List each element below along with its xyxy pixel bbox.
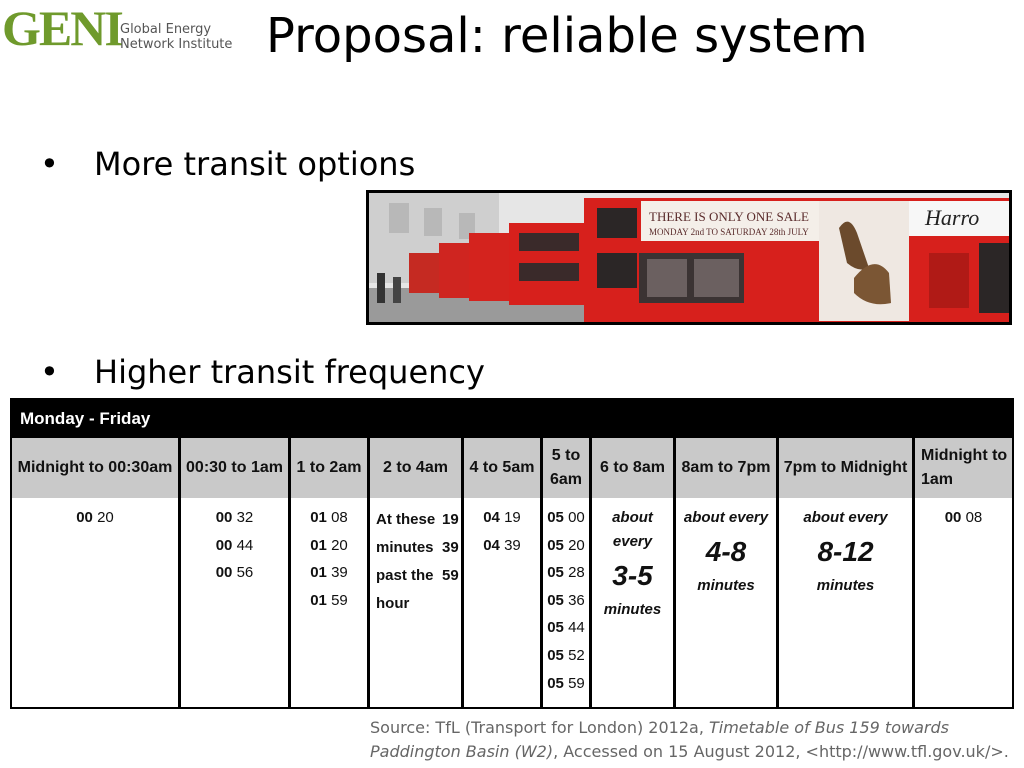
frequency-7pm-to-midnight <box>779 506 912 598</box>
times-4-to-5am <box>464 504 540 559</box>
frequency-range: 4-8 <box>705 536 747 567</box>
column-header: 6 to 8am <box>592 438 673 498</box>
departure-time: 01 59 <box>310 591 348 609</box>
frequency-prefix: about every <box>612 509 653 550</box>
minute-past-hour: 59 <box>442 567 459 584</box>
note-line: minutes <box>376 539 434 556</box>
frequency-unit: minutes <box>697 577 755 594</box>
minute-past-hour: 39 <box>442 539 459 556</box>
frequency-prefix: about every <box>683 509 769 526</box>
departure-time: 05 28 <box>547 564 585 582</box>
source-prefix: Source: TfL (Transport for London) 2012a, <box>370 718 709 737</box>
departure-time: 04 19 <box>483 509 521 526</box>
source-suffix: , Accessed on 15 August 2012, <http://www.tfl.gov.uk/>. <box>553 742 1009 761</box>
banner-line1: THERE IS ONLY ONE SALE <box>649 209 809 224</box>
times-0030-to-1am <box>181 504 288 587</box>
source-citation <box>370 716 1020 764</box>
departure-time: 00 20 <box>76 509 114 526</box>
bus-photo <box>366 190 1012 325</box>
bullet-text: More transit options <box>94 145 416 183</box>
timetable-day-header: Monday - Friday <box>12 400 1012 438</box>
column-header: 4 to 5am <box>464 438 540 498</box>
times-5-to-6am <box>543 504 589 697</box>
bus-timetable <box>10 398 1014 709</box>
times-midnight-to-0030 <box>12 504 178 532</box>
geni-logo <box>2 2 242 56</box>
column-header: 7pm to Midnight <box>779 438 912 498</box>
departure-time: 00 44 <box>215 536 254 554</box>
brand-text: Harro <box>925 205 980 230</box>
source-title: Timetable of Bus 159 towards Paddington Basin (W2) <box>370 718 949 761</box>
frequency-unit: minutes <box>603 601 662 618</box>
frequency-range: 8-12 <box>817 536 874 567</box>
logo-subtitle <box>120 22 232 52</box>
departure-time: 05 44 <box>547 619 585 637</box>
minute-past-hour: 19 <box>442 511 459 528</box>
column-divider <box>912 438 915 707</box>
frequency-range: 3-5 <box>612 560 653 591</box>
bus-photo-illustration <box>369 193 1009 322</box>
frequency-6-to-8am <box>592 506 673 622</box>
departure-time: 00 08 <box>944 509 983 526</box>
times-1-to-2am <box>291 504 367 614</box>
column-divider <box>461 438 464 707</box>
times-midnight-to-1am <box>915 504 1012 532</box>
column-divider <box>367 438 370 707</box>
departure-time: 01 08 <box>310 509 348 526</box>
departure-time: 05 59 <box>547 674 585 692</box>
departure-time: 00 32 <box>215 509 254 526</box>
bullet-marker: • <box>40 145 59 183</box>
bullet-text: Higher transit frequency <box>94 353 485 391</box>
column-header: 2 to 4am <box>370 438 461 498</box>
bullet-item <box>40 352 485 392</box>
logo-subtitle-line2: Network Institute <box>120 37 233 52</box>
frequency-8am-to-7pm <box>676 506 776 598</box>
departure-time: 05 00 <box>547 509 585 526</box>
frequency-unit: minutes <box>816 577 875 594</box>
banner-line2: MONDAY 2nd TO SATURDAY 28th JULY <box>649 227 809 237</box>
column-header: Midnight to 1am <box>915 438 1012 498</box>
note-line: past the <box>376 567 434 584</box>
column-header: 1 to 2am <box>291 438 367 498</box>
bullet-marker: • <box>40 353 59 391</box>
departure-time: 00 56 <box>215 564 254 582</box>
logo-subtitle-line1: Global Energy <box>120 22 212 37</box>
departure-time: 04 39 <box>483 536 521 554</box>
column-header: 00:30 to 1am <box>181 438 288 498</box>
column-header: 5 to 6am <box>543 438 589 498</box>
column-header: 8am to 7pm <box>676 438 776 498</box>
slide-title: Proposal: reliable system <box>266 8 868 64</box>
note-line: hour <box>376 595 410 612</box>
departure-time: 01 20 <box>310 536 348 554</box>
bullet-item <box>40 144 415 184</box>
note-line: At these <box>376 511 436 528</box>
frequency-prefix: about every <box>803 509 888 526</box>
departure-time: 01 39 <box>310 564 348 582</box>
departure-time: 05 36 <box>547 591 585 609</box>
column-header: Midnight to 00:30am <box>12 438 178 498</box>
times-2-to-4am <box>376 506 458 618</box>
logo-wordmark: GENI <box>2 0 122 56</box>
departure-time: 05 20 <box>547 536 585 554</box>
departure-time: 05 52 <box>547 646 585 664</box>
